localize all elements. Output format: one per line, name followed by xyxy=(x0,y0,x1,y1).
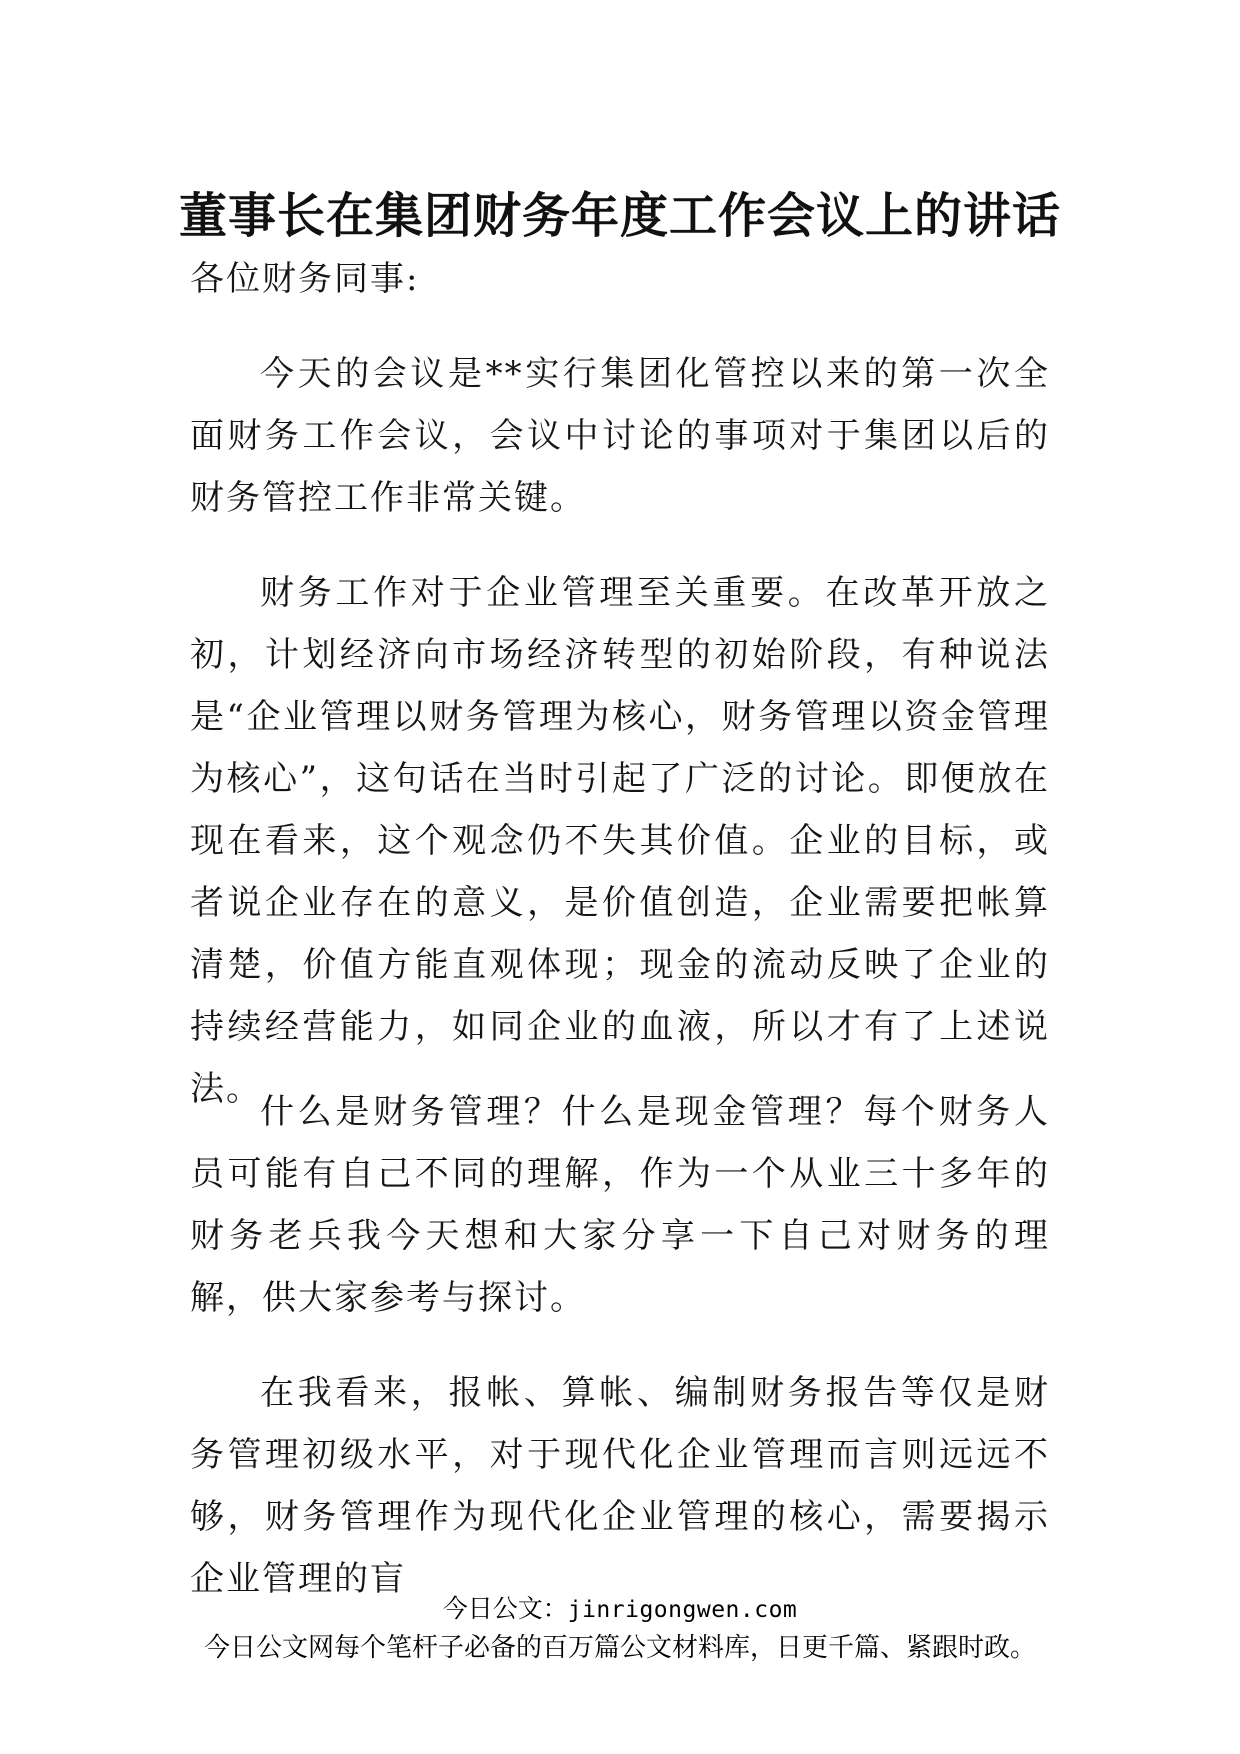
footer-slogan: 今日公文网每个笔杆子必备的百万篇公文材料库，日更千篇、紧跟时政。 xyxy=(203,1633,1036,1663)
footer-site-line xyxy=(0,1593,1240,1626)
paragraph-3: 什么是财务管理？什么是现金管理？每个财务人员可能有自己不同的理解，作为一个从业三十多年的财务老兵我今天想和大家分享一下自己对财务的理解，供大家参考与探讨。 xyxy=(190,1092,1050,1318)
salutation: 各位财务同事: xyxy=(190,259,420,299)
paragraph-1: 今天的会议是**实行集团化管控以来的第一次全面财务工作会议，会议中讨论的事项对于集团以后的财务管控工作非常关键。 xyxy=(190,354,1050,518)
paragraph-2: 财务工作对于企业管理至关重要。在改革开放之初，计划经济向市场经济转型的初始阶段，有种说法是“企业管理以财务管理为核心，财务管理以资金管理为核心”，这句话在当时引起了广泛的讨论。即便放在现在看来，这个观念仍不失其价值。企业的目标，或者说企业存在的意义，是价值创造，企业需要把帐算清楚，价值方能直观体现；现金的流动反映了企业的持续经营能力，如同企业的血液，所以才有了上述说法。 xyxy=(190,573,1050,1109)
document-title: 董事长在集团财务年度工作会议上的讲话 xyxy=(178,188,1061,245)
footer-site-label: 今日公文： xyxy=(442,1594,568,1623)
footer-site-url-link[interactable]: jinrigongwen.com xyxy=(567,1597,798,1623)
paragraph-4: 在我看来，报帐、算帐、编制财务报告等仅是财务管理初级水平，对于现代化企业管理而言则远远不够，财务管理作为现代化企业管理的核心，需要揭示企业管理的盲 xyxy=(190,1373,1050,1599)
